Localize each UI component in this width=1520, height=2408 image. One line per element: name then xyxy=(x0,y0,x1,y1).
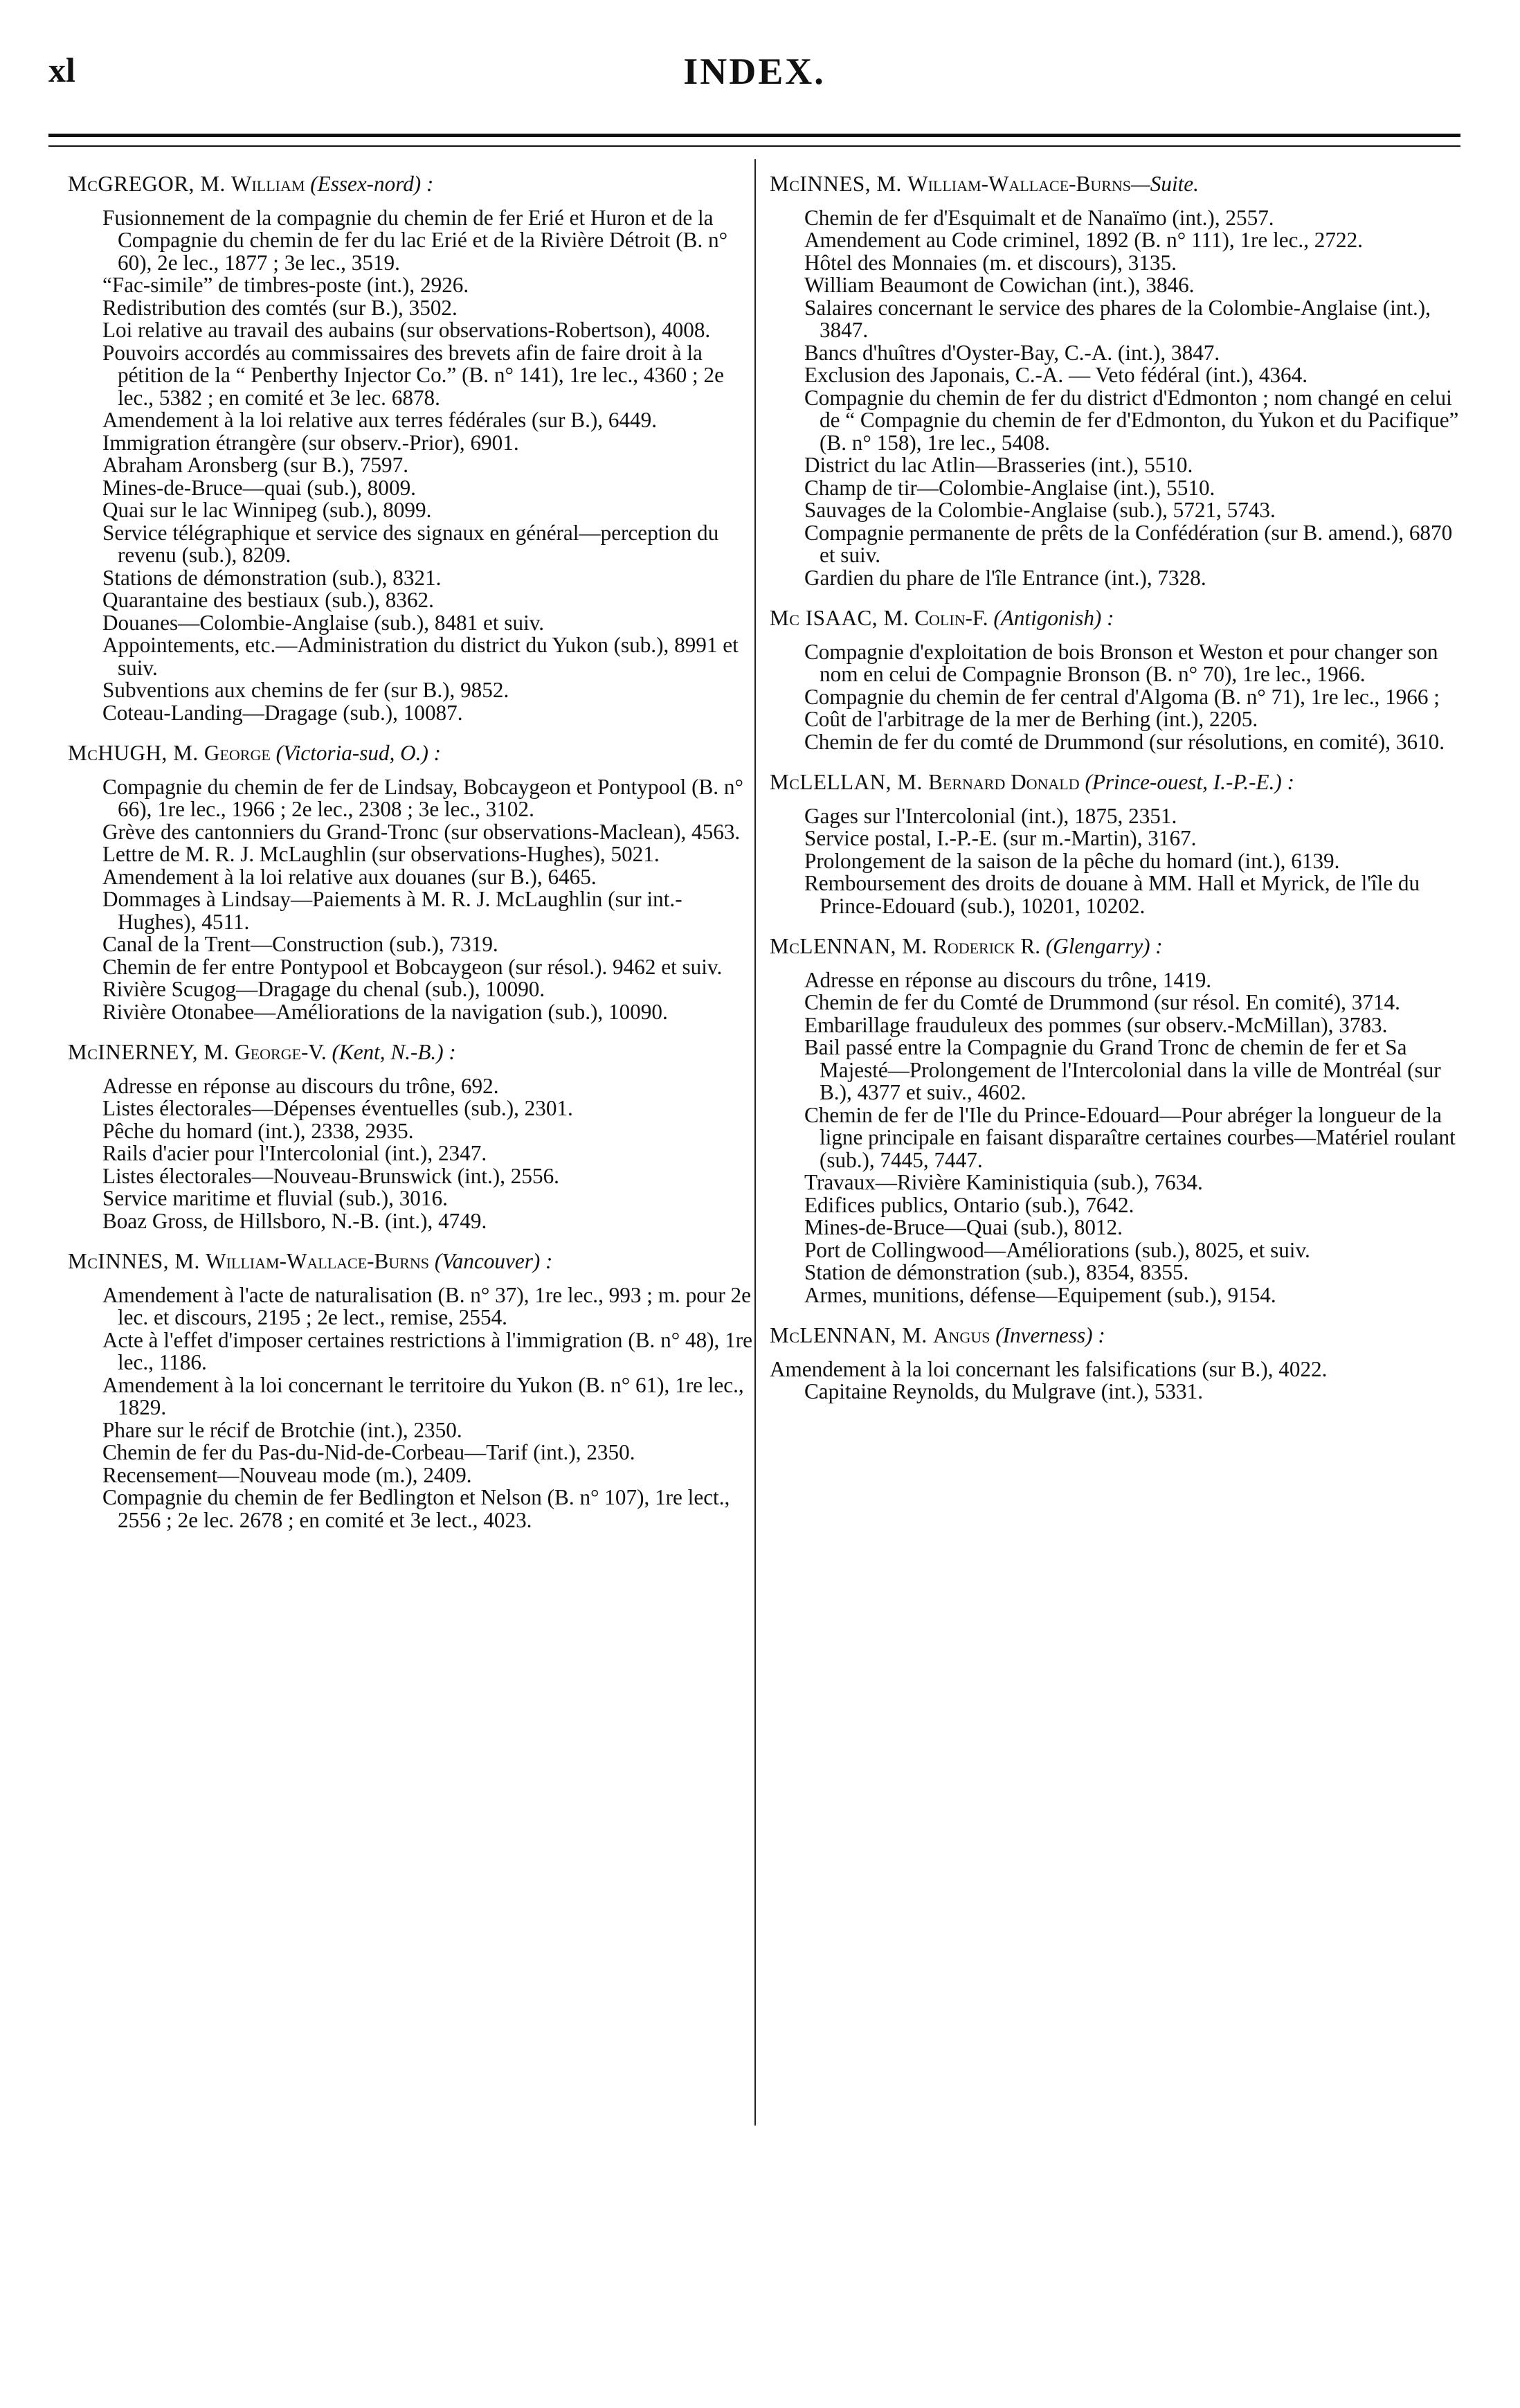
index-subentry: Grève des cantonniers du Grand-Tronc (sur observations-Maclean), 4563. xyxy=(102,819,741,844)
member-given-name: Colin-F. xyxy=(914,606,988,630)
index-subentry: Listes électorales—Dépenses éventuelles (sub.), 2301. xyxy=(102,1096,573,1120)
member-riding: (Antigonish) : xyxy=(988,606,1114,630)
index-subentry: Acte à l'effet d'imposer certaines restrictions à l'immigration (B. n° 48), 1re lec., 1186. xyxy=(102,1327,752,1374)
index-entry xyxy=(68,742,760,1023)
entry-heading xyxy=(770,173,1462,196)
index-subentry: Amendement à la loi concernant le territoire du Yukon (B. n° 61), 1re lec., 1829. xyxy=(102,1372,744,1419)
member-riding: (Prince-ouest, I.-P.-E.) : xyxy=(1079,770,1294,794)
index-subentry: Amendement à la loi relative aux terres fédérales (sur B.), 6449. xyxy=(102,408,658,432)
member-given-name: William-Wallace-Burns xyxy=(907,172,1132,196)
index-subentry: Redistribution des comtés (sur B.), 3502. xyxy=(102,295,458,320)
index-subentry: Gages sur l'Intercolonial (int.), 1875, 2351. xyxy=(804,803,1177,828)
member-name: McGREGOR, M. xyxy=(68,172,232,196)
index-subentry: Rivière Scugog—Dragage du chenal (sub.), 10090. xyxy=(102,977,545,1001)
index-subentry: Coteau-Landing—Dragage (sub.), 10087. xyxy=(102,700,463,725)
member-riding: (Victoria-sud, O.) : xyxy=(270,741,442,765)
index-subentry: Amendement au Code criminel, 1892 (B. n° 111), 1re lec., 2722. xyxy=(804,228,1363,252)
entry-heading xyxy=(68,173,760,196)
index-subentry: Recensement—Nouveau mode (m.), 2409. xyxy=(102,1462,472,1487)
index-subentry: Exclusion des Japonais, C.-A. — Veto fédéral (int.), 4364. xyxy=(804,363,1308,387)
index-subentry: District du lac Atlin—Brasseries (int.), 5510. xyxy=(804,453,1193,477)
member-given-name: George-V. xyxy=(235,1040,327,1064)
index-subentry: Immigration étrangère (sur observ.-Prior), 6901. xyxy=(102,430,519,455)
member-riding: (Vancouver) : xyxy=(429,1249,553,1273)
member-riding: (Kent, N.-B.) : xyxy=(326,1040,456,1064)
member-riding: (Essex-nord) : xyxy=(305,172,434,196)
index-subentry: Service maritime et fluvial (sub.), 3016. xyxy=(102,1186,448,1210)
member-name: McINNES, M. xyxy=(68,1249,206,1273)
page-title: INDEX. xyxy=(683,51,826,92)
member-riding: (Glengarry) : xyxy=(1040,934,1163,958)
index-entry xyxy=(68,173,760,724)
index-subentry: Stations de démonstration (sub.), 8321. xyxy=(102,565,442,590)
member-name: McINERNEY, M. xyxy=(68,1040,235,1064)
index-subentry: Rivière Otonabee—Améliorations de la navigation (sub.), 10090. xyxy=(102,999,668,1024)
index-subentry: Service télégraphique et service des signaux en général—perception du revenu (sub.), 8209. xyxy=(102,520,719,567)
index-subentry: Chemin de fer d'Esquimalt et de Nanaïmo (int.), 2557. xyxy=(804,205,1274,230)
index-subentry: Boaz Gross, de Hillsboro, N.-B. (int.), 4749. xyxy=(102,1208,487,1233)
page-number: xl xyxy=(48,51,75,89)
index-subentry: Hôtel des Monnaies (m. et discours), 3135. xyxy=(804,250,1177,275)
index-subentry: Prolongement de la saison de la pêche du homard (int.), 6139. xyxy=(804,848,1340,873)
index-subentry: Quarantaine des bestiaux (sub.), 8362. xyxy=(102,588,434,612)
page-header xyxy=(48,42,1460,104)
member-given-name: William xyxy=(231,172,305,196)
member-riding: —Suite. xyxy=(1131,172,1199,196)
index-subentry: Amendement à l'acte de naturalisation (B. n° 37), 1re lec., 993 ; m. pour 2e lec. et discours, 2195 ; 2e lect., remise, 2554. xyxy=(102,1282,751,1329)
index-subentry: Fusionnement de la compagnie du chemin de fer Erié et Huron et de la Compagnie du chemin de fer du lac Erié et de la Rivière Détroit (B. n° 60), 2e lec., 1877 ; 3e lec., 3519. xyxy=(102,205,728,275)
entry-heading xyxy=(68,1250,760,1273)
index-subentry: Douanes—Colombie-Anglaise (sub.), 8481 et suiv. xyxy=(102,610,545,635)
index-subentry: Listes électorales—Nouveau-Brunswick (int.), 2556. xyxy=(102,1163,559,1188)
index-subentry: Service postal, I.-P.-E. (sur m.-Martin), 3167. xyxy=(804,826,1197,850)
index-subentry: Compagnie permanente de prêts de la Confédération (sur B. amend.), 6870 et suiv. xyxy=(804,520,1453,567)
index-subentry: Abraham Aronsberg (sur B.), 7597. xyxy=(102,453,409,477)
index-subentry: Chemin de fer entre Pontypool et Bobcaygeon (sur résol.). 9462 et suiv. xyxy=(102,954,723,979)
member-given-name: Angus xyxy=(933,1323,990,1347)
index-subentry: Amendement à la loi concernant les falsifications (sur B.), 4022. xyxy=(770,1356,1328,1381)
index-subentry: Bail passé entre la Compagnie du Grand Tronc de chemin de fer et Sa Majesté—Prolongement de l'Intercolonial dans la ville de Montréal (sur B.), 4377 et suiv., 4602. xyxy=(804,1035,1441,1104)
entry-heading xyxy=(770,1324,1462,1347)
index-entry xyxy=(68,1041,760,1232)
index-subentry: Pêche du homard (int.), 2338, 2935. xyxy=(102,1118,414,1143)
index-subentry: Canal de la Trent—Construction (sub.), 7319. xyxy=(102,932,498,956)
index-entry xyxy=(770,771,1462,917)
index-subentry: Chemin de fer du comté de Drummond (sur résolutions, en comité), 3610. xyxy=(804,729,1445,754)
member-name: Mc ISAAC, M. xyxy=(770,606,915,630)
index-subentry: Amendement à la loi relative aux douanes (sur B.), 6465. xyxy=(102,864,597,889)
index-subentry: Compagnie du chemin de fer de Lindsay, Bobcaygeon et Pontypool (B. n° 66), 1re lec., 1966 ; 2e lec., 2308 ; 3e lec., 3102. xyxy=(102,774,743,821)
entry-heading xyxy=(68,1041,760,1064)
index-subentry: Subventions aux chemins de fer (sur B.), 9852. xyxy=(102,678,509,702)
member-name: McHUGH, M. xyxy=(68,741,204,765)
index-subentry: Mines-de-Bruce—Quai (sub.), 8012. xyxy=(804,1215,1123,1239)
index-subentry: Coût de l'arbitrage de la mer de Berhing (int.), 2205. xyxy=(804,707,1258,731)
right-column xyxy=(770,173,1462,1421)
index-subentry: Armes, munitions, défense—Equipement (sub.), 9154. xyxy=(804,1282,1276,1307)
index-subentry: Pouvoirs accordés au commissaires des brevets afin de faire droit à la pétition de la “ Penberthy Injector Co.” (B. n° 141), 1re lec., 4360 ; 2e lec., 5382 ; en comité et 3e lec. 6878. xyxy=(102,340,724,410)
index-subentry: Phare sur le récif de Brotchie (int.), 2350. xyxy=(102,1417,462,1442)
index-subentry: Dommages à Lindsay—Paiements à M. R. J. McLaughlin (sur int.-Hughes), 4511. xyxy=(102,887,682,934)
index-subentry: Station de démonstration (sub.), 8354, 8355. xyxy=(804,1260,1189,1284)
index-subentry: Quai sur le lac Winnipeg (sub.), 8099. xyxy=(102,498,432,522)
index-subentry: Edifices publics, Ontario (sub.), 7642. xyxy=(804,1192,1134,1217)
member-given-name: William-Wallace-Burns xyxy=(206,1249,430,1273)
header-rule-thick xyxy=(48,134,1460,137)
index-subentry: Compagnie du chemin de fer du district d'Edmonton ; nom changé en celui de “ Compagnie du chemin de fer d'Edmonton, du Yukon et du Pacifique” (B. n° 158), 1re lec., 5408. xyxy=(804,385,1459,455)
member-given-name: George xyxy=(203,741,271,765)
entry-heading xyxy=(770,935,1462,958)
member-riding: (Inverness) : xyxy=(990,1323,1105,1347)
index-subentry: Adresse en réponse au discours du trône, 1419. xyxy=(804,967,1212,992)
member-given-name: Bernard Donald xyxy=(928,770,1080,794)
member-given-name: Roderick R. xyxy=(933,934,1040,958)
index-subentry: Bancs d'huîtres d'Oyster-Bay, C.-A. (int.), 3847. xyxy=(804,340,1220,365)
index-subentry: Port de Collingwood—Améliorations (sub.), 8025, et suiv. xyxy=(804,1237,1310,1262)
index-subentry: Champ de tir—Colombie-Anglaise (int.), 5510. xyxy=(804,475,1215,500)
header-rule-thin xyxy=(48,145,1460,147)
index-subentry: Chemin de fer de l'Ile du Prince-Edouard—Pour abréger la longueur de la ligne principale en faisant disparaître certaines courbes—Matériel roulant (sub.), 7445, 7447. xyxy=(804,1102,1456,1172)
member-name: McLELLAN, M. xyxy=(770,770,929,794)
index-subentry: Embarillage frauduleux des pommes (sur observ.-McMillan), 3783. xyxy=(804,1012,1388,1037)
index-subentry: Chemin de fer du Comté de Drummond (sur résol. En comité), 3714. xyxy=(804,990,1400,1014)
index-subentry: Loi relative au travail des aubains (sur observations-Robertson), 4008. xyxy=(102,318,711,342)
index-entry xyxy=(68,1250,760,1531)
entry-heading xyxy=(68,742,760,765)
index-subentry: Compagnie du chemin de fer central d'Algoma (B. n° 71), 1re lec., 1966 ; xyxy=(804,684,1440,709)
index-subentry: Travaux—Rivière Kaministiquia (sub.), 7634. xyxy=(804,1170,1203,1194)
index-subentry: Capitaine Reynolds, du Mulgrave (int.), 5331. xyxy=(804,1379,1204,1403)
left-column xyxy=(68,173,760,1549)
index-subentry: Compagnie du chemin de fer Bedlington et Nelson (B. n° 107), 1re lect., 2556 ; 2e lec. 2678 ; en comité et 3e lect., 4023. xyxy=(102,1485,730,1532)
index-subentry: Lettre de M. R. J. McLaughlin (sur observations-Hughes), 5021. xyxy=(102,842,660,866)
member-name: McINNES, M. xyxy=(770,172,908,196)
index-subentry: Rails d'acier pour l'Intercolonial (int.), 2347. xyxy=(102,1141,487,1165)
index-subentry: William Beaumont de Cowichan (int.), 3846. xyxy=(804,273,1195,297)
index-subentry: “Fac-simile” de timbres-poste (int.), 2926. xyxy=(102,273,469,297)
index-subentry: Remboursement des droits de douane à MM. Hall et Myrick, de l'île du Prince-Edouard (sub.), 10201, 10202. xyxy=(804,871,1420,918)
index-entry xyxy=(770,1324,1462,1403)
index-subentry: Appointements, etc.—Administration du district du Yukon (sub.), 8991 et suiv. xyxy=(102,633,739,680)
member-name: McLENNAN, M. xyxy=(770,1323,934,1347)
entry-heading xyxy=(770,607,1462,630)
index-subentry: Gardien du phare de l'île Entrance (int.), 7328. xyxy=(804,565,1206,590)
index-entry xyxy=(770,607,1462,753)
entry-heading xyxy=(770,771,1462,794)
index-subentry: Mines-de-Bruce—quai (sub.), 8009. xyxy=(102,475,416,500)
member-name: McLENNAN, M. xyxy=(770,934,934,958)
index-subentry: Compagnie d'exploitation de bois Bronson et Weston et pour changer son nom en celui de Compagnie Bronson (B. n° 70), 1re lec., 1966. xyxy=(804,639,1438,686)
index-subentry: Salaires concernant le service des phares de la Colombie-Anglaise (int.), 3847. xyxy=(804,295,1431,342)
index-entry xyxy=(770,935,1462,1306)
index-subentry: Chemin de fer du Pas-du-Nid-de-Corbeau—Tarif (int.), 2350. xyxy=(102,1440,635,1464)
index-subentry: Adresse en réponse au discours du trône, 692. xyxy=(102,1073,499,1098)
index-subentry: Sauvages de la Colombie-Anglaise (sub.), 5721, 5743. xyxy=(804,498,1276,522)
index-entry xyxy=(770,173,1462,589)
